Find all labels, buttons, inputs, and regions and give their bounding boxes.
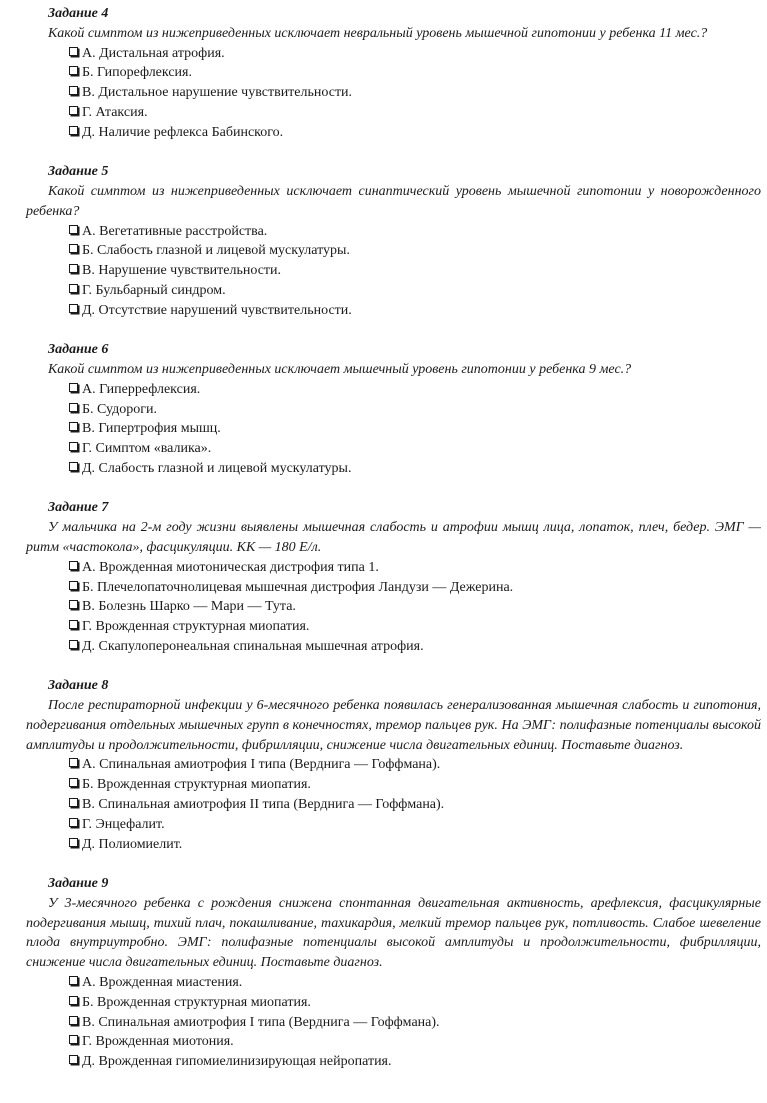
answer-option[interactable] — [69, 835, 761, 855]
answer-option[interactable] — [69, 993, 761, 1013]
answer-option[interactable] — [69, 973, 761, 993]
answer-text: Д. Скапулоперонеальная спинальная мышечная атрофия. — [82, 638, 424, 654]
task-8 — [26, 676, 761, 854]
answer-text: Б. Врожденная структурная миопатия. — [82, 777, 311, 793]
task-question: Какой симптом из нижеприведенных исключает невральный уровень мышечной гипотонии у ребенка 11 мес.? — [48, 25, 708, 41]
checkbox-icon[interactable] — [69, 422, 78, 431]
checkbox-icon[interactable] — [69, 66, 78, 75]
answer-text: Г. Врожденная структурная миопатия. — [82, 619, 310, 635]
task-5 — [26, 162, 761, 320]
answer-option[interactable] — [69, 63, 761, 83]
answer-text: А. Врожденная миастения. — [82, 975, 243, 991]
answer-text: В. Гипертрофия мышц. — [82, 421, 221, 437]
answer-option[interactable] — [69, 815, 761, 835]
checkbox-icon[interactable] — [69, 462, 78, 471]
checkbox-icon[interactable] — [69, 818, 78, 827]
answer-text: А. Гиперрефлексия. — [82, 381, 201, 397]
answer-option[interactable] — [69, 597, 761, 617]
task-title: Задание 8 — [48, 678, 109, 694]
checkbox-icon[interactable] — [69, 1016, 78, 1025]
answer-text: Б. Судороги. — [82, 401, 158, 417]
answer-option[interactable] — [69, 755, 761, 775]
checkbox-icon[interactable] — [69, 304, 78, 313]
checkbox-icon[interactable] — [69, 106, 78, 115]
answer-text: В. Спинальная амиотрофия I типа (Верднига — Гоффмана). — [82, 1014, 440, 1030]
checkbox-icon[interactable] — [69, 126, 78, 135]
answer-option[interactable] — [69, 123, 761, 143]
answer-option[interactable] — [69, 558, 761, 578]
checkbox-icon[interactable] — [69, 47, 78, 56]
checkbox-icon[interactable] — [69, 244, 78, 253]
answer-options — [26, 558, 761, 657]
answer-text: А. Вегетативные расстройства. — [82, 223, 268, 239]
answer-text: Б. Врожденная структурная миопатия. — [82, 994, 311, 1010]
answer-options — [26, 973, 761, 1072]
task-title: Задание 5 — [48, 164, 109, 180]
answer-text: Д. Слабость глазной и лицевой мускулатуры. — [82, 460, 352, 476]
answer-option[interactable] — [69, 637, 761, 657]
checkbox-icon[interactable] — [69, 640, 78, 649]
answer-text: Б. Слабость глазной и лицевой мускулатуры. — [82, 243, 350, 259]
answer-text: В. Спинальная амиотрофия II типа (Верднига — Гоффмана). — [82, 797, 445, 813]
answer-option[interactable] — [69, 1032, 761, 1052]
answer-option[interactable] — [69, 44, 761, 64]
answer-option[interactable] — [69, 103, 761, 123]
task-question: Какой симптом из нижеприведенных исключает синаптический уровень мышечной гипотонии у новорожденного ребенка? — [26, 183, 761, 219]
task-question: Какой симптом из нижеприведенных исключает мышечный уровень гипотонии у ребенка 9 мес.? — [48, 361, 632, 377]
checkbox-icon[interactable] — [69, 264, 78, 273]
checkbox-icon[interactable] — [69, 778, 78, 787]
answer-option[interactable] — [69, 83, 761, 103]
answer-option[interactable] — [69, 1052, 761, 1072]
answer-options — [26, 44, 761, 143]
answer-text: В. Болезнь Шарко — Мари — Тута. — [82, 599, 296, 615]
answer-text: А. Спинальная амиотрофия I типа (Верднига — Гоффмана). — [82, 757, 441, 773]
checkbox-icon[interactable] — [69, 561, 78, 570]
task-title: Задание 6 — [48, 342, 109, 358]
task-question: У мальчика на 2-м году жизни выявлены мышечная слабость и атрофии мышц лица, лопаток, плеч, бедер. ЭМГ — ритм «частокола», фасцикуляции. КК — 180 Е/л. — [26, 520, 761, 555]
answer-text: Д. Врожденная гипомиелинизирующая нейропатия. — [82, 1054, 392, 1070]
answer-text: А. Дистальная атрофия. — [82, 45, 225, 61]
answer-text: А. Врожденная миотоническая дистрофия типа 1. — [82, 559, 379, 575]
answer-option[interactable] — [69, 578, 761, 598]
checkbox-icon[interactable] — [69, 838, 78, 847]
answer-option[interactable] — [69, 439, 761, 459]
answer-option[interactable] — [69, 301, 761, 321]
answer-option[interactable] — [69, 241, 761, 261]
answer-options — [26, 222, 761, 321]
checkbox-icon[interactable] — [69, 798, 78, 807]
answer-option[interactable] — [69, 1013, 761, 1033]
checkbox-icon[interactable] — [69, 1035, 78, 1044]
task-title: Задание 9 — [48, 876, 109, 892]
answer-text: Д. Отсутствие нарушений чувствительности. — [82, 302, 352, 318]
answer-option[interactable] — [69, 261, 761, 281]
task-title: Задание 4 — [48, 6, 109, 21]
answer-text: Д. Полиомиелит. — [82, 836, 183, 852]
checkbox-icon[interactable] — [69, 600, 78, 609]
answer-text: В. Дистальное нарушение чувствительности. — [82, 85, 353, 101]
answer-option[interactable] — [69, 795, 761, 815]
answer-text: Г. Врожденная миотония. — [82, 1034, 234, 1050]
answer-text: Д. Наличие рефлекса Бабинского. — [82, 124, 284, 140]
checkbox-icon[interactable] — [69, 996, 78, 1005]
task-4 — [26, 4, 761, 143]
answer-text: Г. Бульбарный синдром. — [82, 282, 226, 298]
checkbox-icon[interactable] — [69, 225, 78, 234]
answer-option[interactable] — [69, 419, 761, 439]
checkbox-icon[interactable] — [69, 403, 78, 412]
answer-option[interactable] — [69, 617, 761, 637]
task-7 — [26, 498, 761, 656]
task-title: Задание 7 — [48, 500, 109, 516]
answer-text: Г. Атаксия. — [82, 104, 148, 120]
answer-text: Б. Гипорефлексия. — [82, 65, 192, 81]
answer-options — [26, 380, 761, 479]
task-question: У 3-месячного ребенка с рождения снижена спонтанная двигательная активность, арефлексия, фасцикулярные подергивания мышц, тихий плач, покашливание, тахикардия, мелкий тремор пальцев рук, потливость. Слабое шевеление плода внутриутробно. ЭМГ: полифазные потенциалы высокой амплитуды и продолжительности, фибрилляции, снижение числа двигательных единиц. Поставьте диагноз. — [26, 895, 761, 971]
answer-option[interactable] — [69, 775, 761, 795]
checkbox-icon[interactable] — [69, 442, 78, 451]
answer-option[interactable] — [69, 281, 761, 301]
answer-option[interactable] — [69, 459, 761, 479]
answer-option[interactable] — [69, 222, 761, 242]
checkbox-icon[interactable] — [69, 581, 78, 590]
checkbox-icon[interactable] — [69, 383, 78, 392]
task-question: После респираторной инфекции у 6-месячного ребенка появилась генерализованная мышечная слабость и гипотония, подергивания отдельных мышечных групп в конечностях, тремор пальцев рук. На ЭМГ: полифазные потенциалы высокой амплитуды и продолжительности, фибрилляции, снижение числа двигательных единиц. Поставьте диагноз. — [26, 698, 761, 753]
task-9 — [26, 874, 761, 1072]
checkbox-icon[interactable] — [69, 284, 78, 293]
answer-option[interactable] — [69, 380, 761, 400]
checkbox-icon[interactable] — [69, 976, 78, 985]
answer-text: Г. Симптом «валика». — [82, 441, 212, 457]
answer-text: Б. Плечелопаточнолицевая мышечная дистрофия Ландузи — Дежерина. — [82, 579, 514, 595]
answer-text: В. Нарушение чувствительности. — [82, 263, 282, 279]
checkbox-icon[interactable] — [69, 620, 78, 629]
checkbox-icon[interactable] — [69, 758, 78, 767]
task-6 — [26, 340, 761, 479]
checkbox-icon[interactable] — [69, 1055, 78, 1064]
answer-text: Г. Энцефалит. — [82, 816, 165, 832]
answer-option[interactable] — [69, 400, 761, 420]
checkbox-icon[interactable] — [69, 86, 78, 95]
answer-options — [26, 755, 761, 854]
